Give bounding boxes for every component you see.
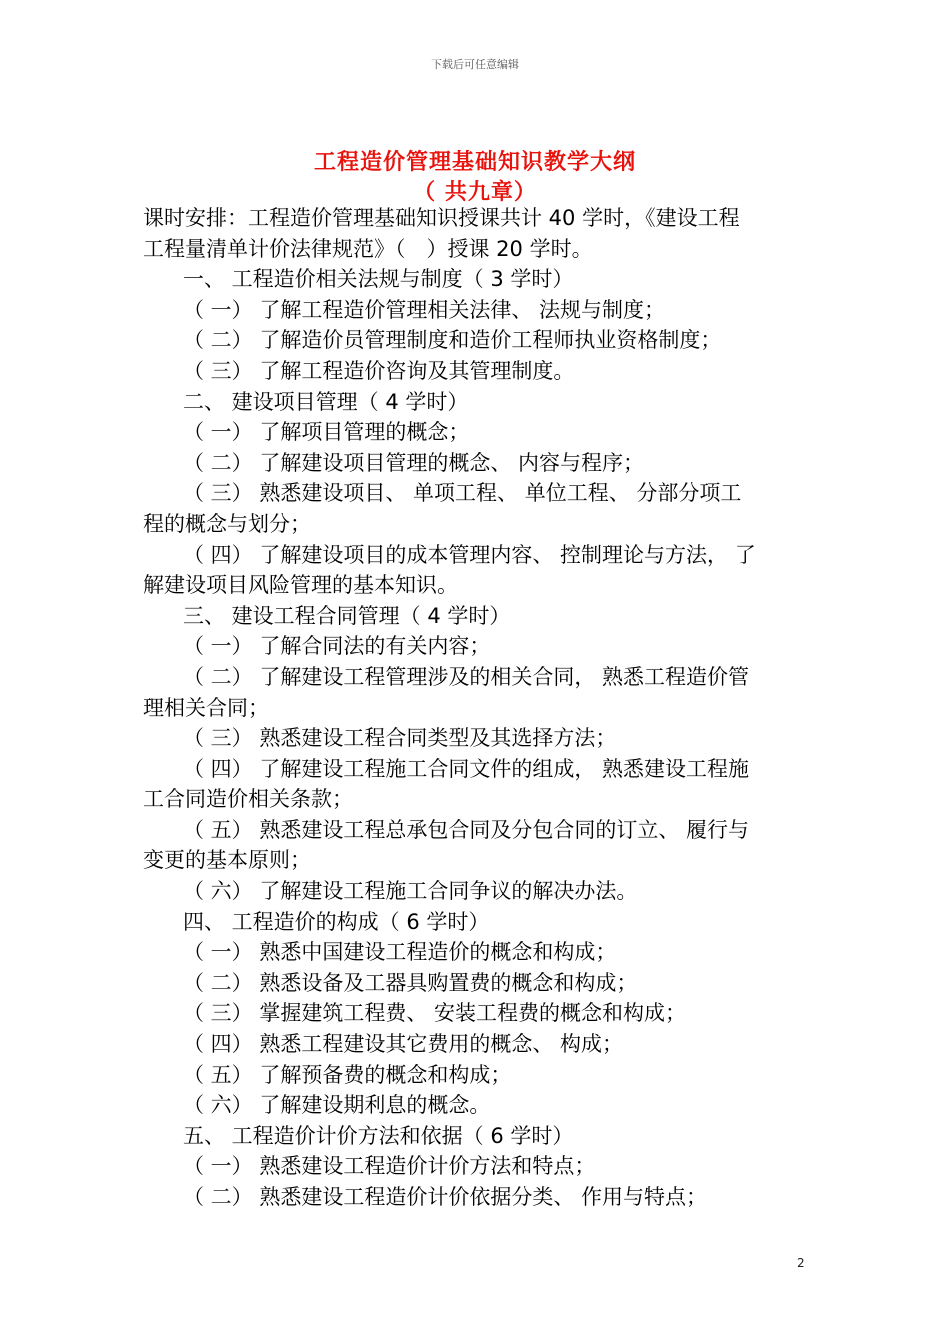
text-line: 变更的基本原则； bbox=[143, 848, 311, 873]
text-line: 五、 工程造价计价方法和依据（ 6 学时） bbox=[183, 1123, 574, 1148]
page-header: 下载后可任意编辑 bbox=[431, 58, 519, 71]
text-line: 一、 工程造价相关法规与制度（ 3 学时） bbox=[183, 267, 574, 292]
text-line: 理相关合同； bbox=[143, 695, 269, 720]
text-line: （ 六） 了解建设期利息的概念。 bbox=[183, 1093, 491, 1118]
text-line: （ 二） 了解造价员管理制度和造价工程师执业资格制度； bbox=[183, 328, 722, 353]
text-line: （ 四） 熟悉工程建设其它费用的概念、 构成； bbox=[183, 1032, 624, 1057]
text-line: （ 六） 了解建设工程施工合同争议的解决办法。 bbox=[183, 879, 638, 904]
text-line: （ 三） 熟悉建设工程合同类型及其选择方法； bbox=[183, 726, 617, 751]
document-body bbox=[143, 203, 809, 1213]
text-line: （ 三） 了解工程造价咨询及其管理制度。 bbox=[183, 358, 575, 383]
text-line: 解建设项目风险管理的基本知识。 bbox=[143, 573, 458, 598]
text-line: 工合同造价相关条款； bbox=[143, 787, 353, 812]
text-line: （ 二） 了解建设工程管理涉及的相关合同， 熟悉工程造价管 bbox=[183, 664, 750, 689]
document-title: 工程造价管理基础知识教学大纲 bbox=[313, 150, 636, 175]
document-subtitle: （ 共九章） bbox=[413, 180, 537, 205]
text-line: （ 四） 了解建设工程施工合同文件的组成， 熟悉建设工程施 bbox=[183, 756, 750, 781]
text-line: （ 一） 了解工程造价管理相关法律、 法规与制度； bbox=[183, 297, 666, 322]
text-line: （ 一） 了解项目管理的概念； bbox=[183, 420, 470, 445]
text-line: （ 二） 了解建设项目管理的概念、 内容与程序； bbox=[183, 450, 645, 475]
text-line: （ 三） 熟悉建设项目、 单项工程、 单位工程、 分部分项工 bbox=[183, 481, 742, 506]
text-line: 工程量清单计价法律规范》（ ）授课 20 学时。 bbox=[143, 236, 593, 261]
text-line: （ 一） 熟悉建设工程造价计价方法和特点； bbox=[183, 1154, 596, 1179]
text-line: 四、 工程造价的构成（ 6 学时） bbox=[183, 909, 490, 934]
text-line: （ 一） 熟悉中国建设工程造价的概念和构成； bbox=[183, 940, 617, 965]
text-line: 三、 建设工程合同管理（ 4 学时） bbox=[183, 603, 511, 628]
text-line: （ 五） 了解预备费的概念和构成； bbox=[183, 1062, 512, 1087]
text-line: （ 二） 熟悉建设工程造价计价依据分类、 作用与特点； bbox=[183, 1185, 708, 1209]
text-line: （ 一） 了解合同法的有关内容； bbox=[183, 634, 491, 659]
text-line: 课时安排：工程造价管理基础知识授课共计 40 学时，《建设工程 bbox=[143, 206, 740, 230]
text-line: （ 三） 掌握建筑工程费、 安装工程费的概念和构成； bbox=[183, 1001, 687, 1026]
text-line: 二、 建设项目管理（ 4 学时） bbox=[183, 389, 469, 414]
text-line: （ 二） 熟悉设备及工器具购置费的概念和构成； bbox=[183, 970, 638, 995]
text-line: （ 五） 熟悉建设工程总承包合同及分包合同的订立、 履行与 bbox=[183, 817, 750, 842]
text-line: 程的概念与划分； bbox=[143, 511, 311, 536]
text-line: （ 四） 了解建设项目的成本管理内容、 控制理论与方法， 了 bbox=[183, 542, 756, 567]
page-number: 2 bbox=[797, 1256, 805, 1270]
